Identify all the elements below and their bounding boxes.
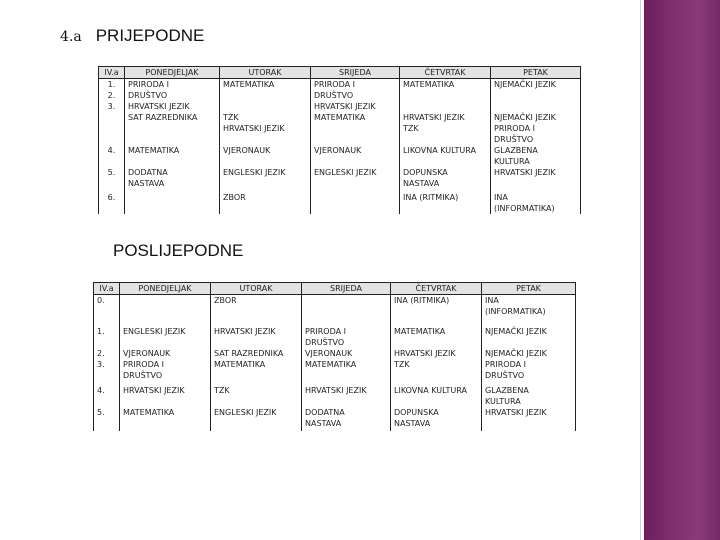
cell-friday: HRVATSKI JEZIK: [491, 167, 581, 192]
cell-tuesday: ENGLESKI JEZIK: [211, 407, 302, 431]
cell-thursday: INA (RITMIKA): [391, 295, 482, 326]
cell-thursday: MATEMATIKA HRVATSKI JEZIK TZK: [400, 79, 491, 146]
morning-schedule-table: [98, 66, 581, 214]
header-friday: PETAK: [491, 67, 581, 79]
table-row: [99, 79, 581, 146]
cell-period: 4.: [99, 145, 125, 167]
cell-tuesday: VJERONAUK: [220, 145, 311, 167]
cell-friday: GLAZBENA KULTURA: [491, 145, 581, 167]
cell-wednesday: VJERONAUK: [311, 145, 400, 167]
class-number: 4.a: [60, 29, 82, 45]
cell-monday: MATEMATIKA: [120, 407, 211, 431]
cell-period: 1. 2. 3.: [99, 79, 125, 146]
cell-wednesday: VJERONAUK MATEMATIKA: [302, 348, 391, 385]
cell-friday: INA (INFORMATIKA): [491, 192, 581, 214]
cell-period: 5.: [99, 167, 125, 192]
cell-friday: NJEMAČKI JEZIK: [482, 326, 576, 348]
cell-tuesday: SAT RAZREDNIKA MATEMATIKA: [211, 348, 302, 385]
cell-thursday: HRVATSKI JEZIK TZK: [391, 348, 482, 385]
header-class: IV.a: [94, 283, 120, 295]
table-row: [94, 385, 576, 407]
table-row: [99, 192, 581, 214]
decorative-divider-line: [640, 0, 641, 540]
cell-wednesday: PRIRODA I DRUŠTVO HRVATSKI JEZIK MATEMATIKA: [311, 79, 400, 146]
cell-monday: VJERONAUK PRIRODA I DRUŠTVO: [120, 348, 211, 385]
cell-friday: INA (INFORMATIKA): [482, 295, 576, 326]
cell-period: 0.: [94, 295, 120, 326]
header-wednesday: SRIJEDA: [311, 67, 400, 79]
cell-monday: HRVATSKI JEZIK: [120, 385, 211, 407]
cell-wednesday: ENGLESKI JEZIK: [311, 167, 400, 192]
cell-monday: DODATNA NASTAVA: [125, 167, 220, 192]
cell-monday: [125, 192, 220, 214]
cell-wednesday: HRVATSKI JEZIK: [302, 385, 391, 407]
afternoon-title: POSLIJEPODNE: [113, 241, 244, 260]
cell-period: 4.: [94, 385, 120, 407]
header-monday: PONEDJELJAK: [125, 67, 220, 79]
cell-period: 6.: [99, 192, 125, 214]
cell-friday: NJEMAČKI JEZIK NJEMAČKI JEZIK PRIRODA I DRUŠTVO: [491, 79, 581, 146]
table-row: [94, 295, 576, 326]
cell-wednesday: [302, 295, 391, 326]
cell-friday: HRVATSKI JEZIK: [482, 407, 576, 431]
cell-monday: PRIRODA I DRUŠTVO HRVATSKI JEZIK SAT RAZREDNIKA: [125, 79, 220, 146]
cell-wednesday: DODATNA NASTAVA: [302, 407, 391, 431]
cell-period: 2. 3.: [94, 348, 120, 385]
cell-tuesday: ZBOR: [211, 295, 302, 326]
cell-thursday: INA (RITMIKA): [400, 192, 491, 214]
header-tuesday: UTORAK: [211, 283, 302, 295]
cell-tuesday: TZK: [211, 385, 302, 407]
morning-title: PRIJEPODNE: [95, 26, 205, 45]
cell-thursday: LIKOVNA KULTURA: [400, 145, 491, 167]
table-row: [99, 167, 581, 192]
header-friday: PETAK: [482, 283, 576, 295]
cell-monday: [120, 295, 211, 326]
header-thursday: ČETVRTAK: [391, 283, 482, 295]
cell-period: 5.: [94, 407, 120, 431]
header-monday: PONEDJELJAK: [120, 283, 211, 295]
header-class: IV.a: [99, 67, 125, 79]
cell-wednesday: PRIRODA I DRUŠTVO: [302, 326, 391, 348]
table-row: [94, 407, 576, 431]
table-header-row: [94, 283, 576, 295]
table-row: [94, 326, 576, 348]
cell-monday: ENGLESKI JEZIK: [120, 326, 211, 348]
cell-thursday: DOPUNSKA NASTAVA: [391, 407, 482, 431]
cell-thursday: MATEMATIKA: [391, 326, 482, 348]
cell-tuesday: HRVATSKI JEZIK: [211, 326, 302, 348]
header-tuesday: UTORAK: [220, 67, 311, 79]
header-thursday: ČETVRTAK: [400, 67, 491, 79]
cell-monday: MATEMATIKA: [125, 145, 220, 167]
decorative-side-bar: [644, 0, 720, 540]
table-row: [94, 348, 576, 385]
header-wednesday: SRIJEDA: [302, 283, 391, 295]
afternoon-schedule-table: [93, 282, 576, 431]
cell-friday: GLAZBENA KULTURA: [482, 385, 576, 407]
cell-period: 1.: [94, 326, 120, 348]
cell-wednesday: [311, 192, 400, 214]
table-row: [99, 145, 581, 167]
cell-thursday: DOPUNSKA NASTAVA: [400, 167, 491, 192]
page-title: [60, 26, 204, 46]
cell-tuesday: MATEMATIKA TZK HRVATSKI JEZIK: [220, 79, 311, 146]
cell-friday: NJEMAČKI JEZIK PRIRODA I DRUŠTVO: [482, 348, 576, 385]
cell-thursday: LIKOVNA KULTURA: [391, 385, 482, 407]
cell-tuesday: ENGLESKI JEZIK: [220, 167, 311, 192]
table-header-row: [99, 67, 581, 79]
cell-tuesday: ZBOR: [220, 192, 311, 214]
